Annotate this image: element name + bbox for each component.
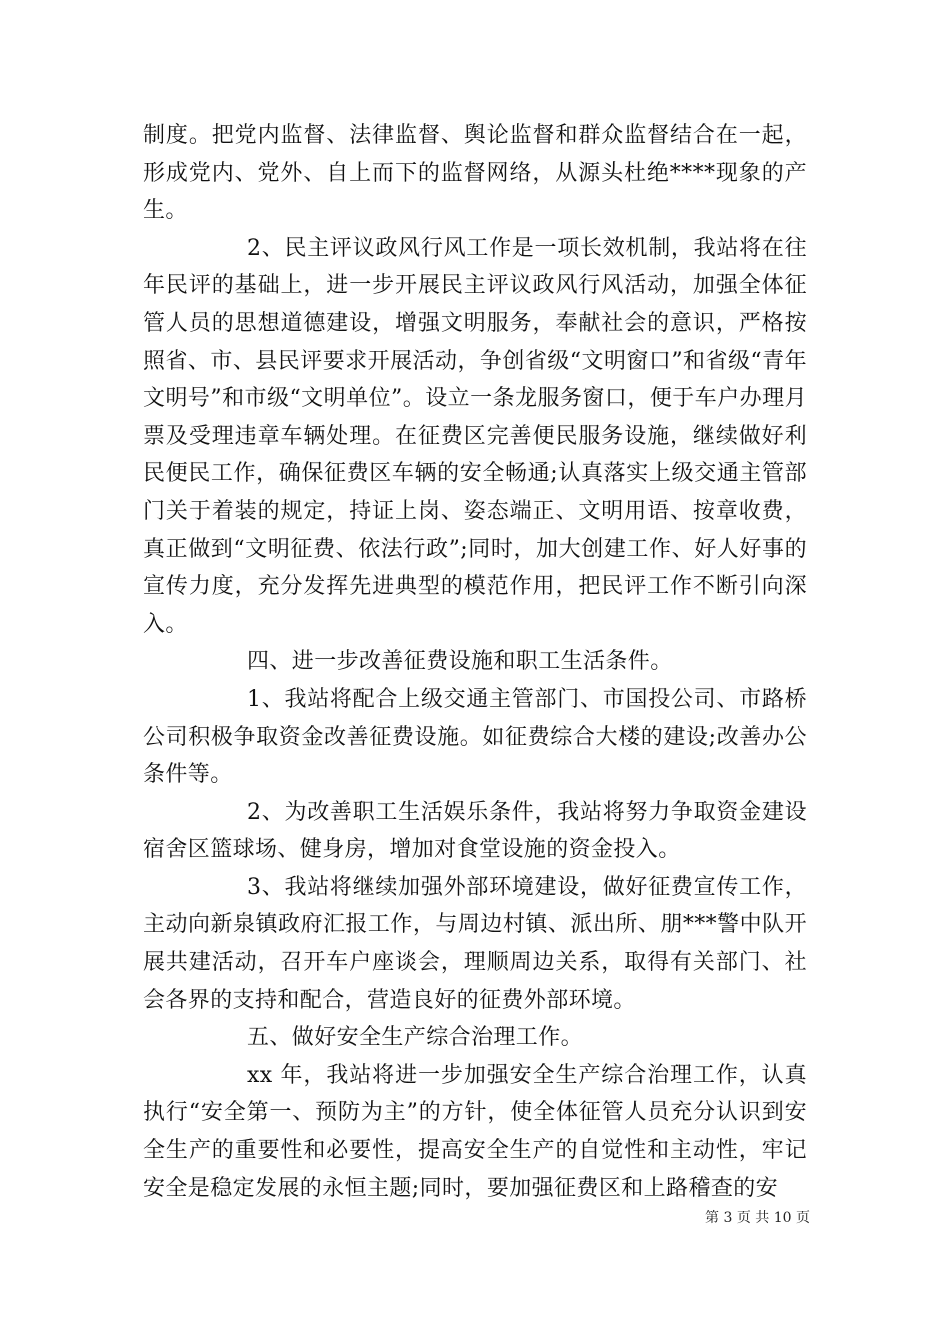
- paragraph-facilities-1: 1、我站将配合上级交通主管部门、市国投公司、市路桥公司积极争取资金改善征费设施。如征费综合大楼的建设;改善办公条件等。: [143, 686, 807, 788]
- page-number-footer: 第 3 页 共 10 页: [705, 1210, 810, 1226]
- paragraph-facilities-2: 2、为改善职工生活娱乐条件，我站将努力争取资金建设宿舍区篮球场、健身房，增加对食堂设施的资金投入。: [143, 799, 807, 863]
- paragraph-continuation: 制度。把党内监督、法律监督、舆论监督和群众监督结合在一起，形成党内、党外、自上而下的监督网络，从源头杜绝****现象的产生。: [143, 123, 807, 224]
- document-body: [143, 117, 807, 1207]
- paragraph-safety: xx 年，我站将进一步加强安全生产综合治理工作，认真执行“安全第一、预防为主”的方针，使全体征管人员充分认识到安全生产的重要性和必要性，提高安全生产的自觉性和主动性，牢记安全是稳定发展的永恒主题;同时，要加强征费区和上路稽查的安: [143, 1062, 807, 1201]
- section-heading-facilities: 四、进一步改善征费设施和职工生活条件。: [247, 649, 673, 675]
- paragraph-democratic-review: 2、民主评议政风行风工作是一项长效机制，我站将在往年民评的基础上，进一步开展民主评议政风行风活动，加强全体征管人员的思想道德建设，增强文明服务，奉献社会的意识，严格按照省、市、县民评要求开展活动，争创省级“文明窗口”和省级“青年文明号”和市级“文明单位”。设立一条龙服务窗口，便于车户办理月票及受理违章车辆处理。在征费区完善便民服务设施，继续做好利民便民工作，确保征费区车辆的安全畅通;认真落实上级交通主管部门关于着装的规定，持证上岗、姿态端正、文明用语、按章收费，真正做到“文明征费、依法行政”;同时，加大创建工作、好人好事的宣传力度，充分发挥先进典型的模范作用，把民评工作不断引向深入。: [143, 235, 807, 637]
- paragraph-facilities-3: 3、我站将继续加强外部环境建设，做好征费宣传工作，主动向新泉镇政府汇报工作，与周边村镇、派出所、朋***警中队开展共建活动，召开车户座谈会，理顺周边关系，取得有关部门、社会各界的支持和配合，营造良好的征费外部环境。: [143, 874, 807, 1013]
- section-heading-safety: 五、做好安全生产综合治理工作。: [247, 1025, 584, 1051]
